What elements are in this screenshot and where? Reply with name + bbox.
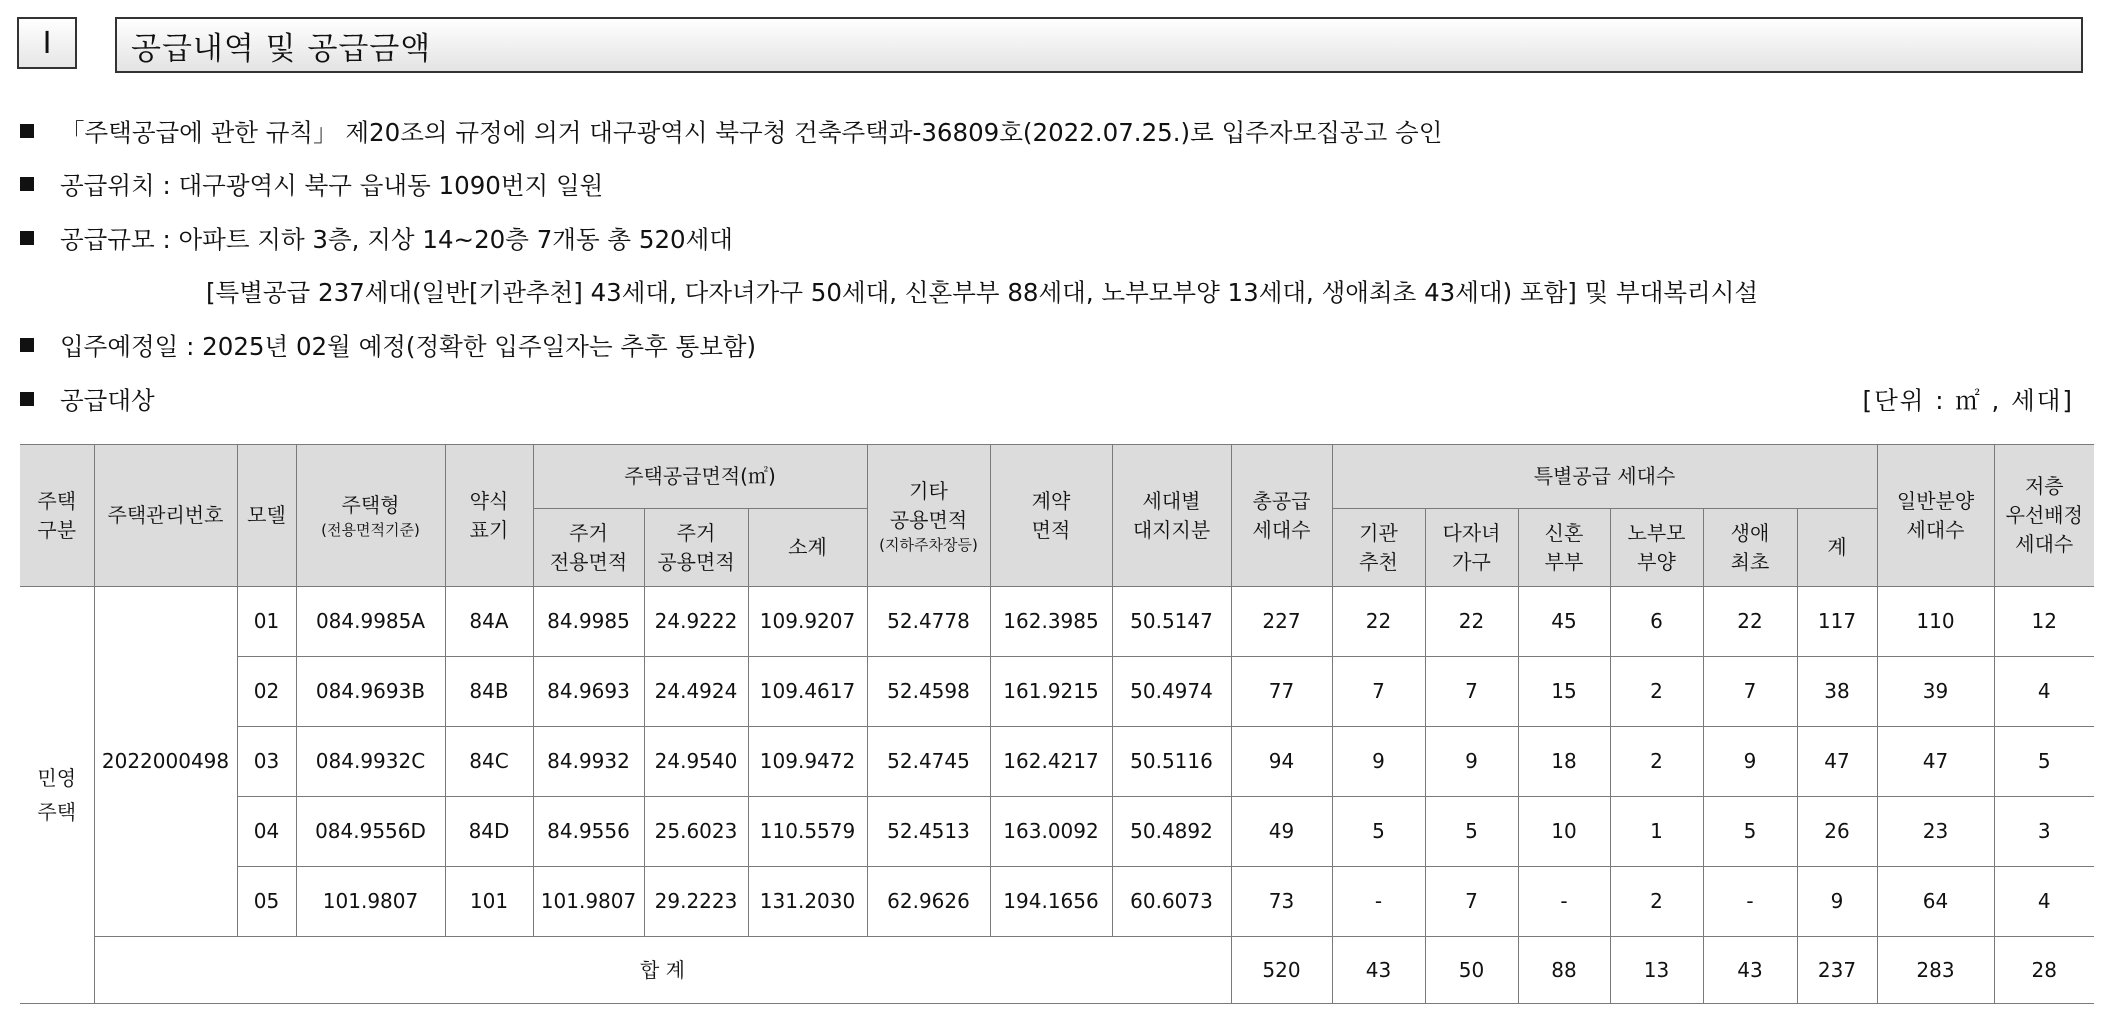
header-other-common-sub: (지하주차장등) xyxy=(879,535,978,554)
location-line xyxy=(18,167,603,201)
supply-table xyxy=(20,444,2094,1004)
table-cell: 7 xyxy=(1332,657,1425,727)
scale-line xyxy=(18,221,733,255)
table-cell: 7 xyxy=(1703,657,1797,727)
total-cell: 13 xyxy=(1610,937,1703,1004)
table-cell: 50.4974 xyxy=(1112,657,1231,727)
header-special-supply: 특별공급 세대수 xyxy=(1332,445,1877,509)
table-cell: 50.5147 xyxy=(1112,587,1231,657)
table-cell: 45 xyxy=(1518,587,1610,657)
header-low-floor: 저층 우선배정 세대수 xyxy=(1994,445,2094,587)
total-row xyxy=(20,937,2094,1004)
header-land-share: 세대별 대지지분 xyxy=(1112,445,1231,587)
table-cell: 84.9556 xyxy=(533,797,644,867)
table-cell: 2 xyxy=(1610,657,1703,727)
table-cell: 5 xyxy=(1332,797,1425,867)
table-cell: 162.3985 xyxy=(990,587,1112,657)
header-housing-size-label: 주택형 xyxy=(341,493,400,517)
table-cell: 84C xyxy=(445,727,533,797)
table-cell: 109.4617 xyxy=(748,657,867,727)
table-cell: 084.9556D xyxy=(296,797,445,867)
section-title: 공급내역 및 공급금액 xyxy=(115,17,2083,73)
table-cell: 1 xyxy=(1610,797,1703,867)
table-cell: 161.9215 xyxy=(990,657,1112,727)
table-cell: 110.5579 xyxy=(748,797,867,867)
housing-type-cell: 민영 주택 xyxy=(20,587,94,1004)
table-cell: 22 xyxy=(1703,587,1797,657)
table-cell: 84D xyxy=(445,797,533,867)
header-special-total: 계 xyxy=(1797,509,1877,587)
header-supply-area: 주택공급면적(㎡) xyxy=(533,445,867,509)
table-cell: 77 xyxy=(1231,657,1332,727)
table-row xyxy=(20,727,2094,797)
table-cell: 60.6073 xyxy=(1112,867,1231,937)
special-supply-line: [특별공급 237세대(일반[기관추천] 43세대, 다자녀가구 50세대, 신혼부부 88세대, 노부모부양 13세대, 생애최초 43세대) 포함] 및 부대복리시설 xyxy=(206,277,1759,307)
header-management-no: 주택관리번호 xyxy=(94,445,237,587)
table-cell: 101.9807 xyxy=(533,867,644,937)
header-parents: 노부모 부양 xyxy=(1610,509,1703,587)
header-model: 모델 xyxy=(237,445,296,587)
target-line xyxy=(18,382,155,416)
header-general: 일반분양 세대수 xyxy=(1877,445,1994,587)
table-cell: 194.1656 xyxy=(990,867,1112,937)
bullet-square-icon xyxy=(20,338,34,352)
table-cell: 101 xyxy=(445,867,533,937)
table-cell: 12 xyxy=(1994,587,2094,657)
table-row xyxy=(20,797,2094,867)
table-cell: 7 xyxy=(1425,657,1518,727)
total-label: 합 계 xyxy=(94,937,1231,1004)
table-cell: 84.9985 xyxy=(533,587,644,657)
table-cell: 29.2223 xyxy=(644,867,748,937)
table-cell: 84B xyxy=(445,657,533,727)
table-cell: 2 xyxy=(1610,727,1703,797)
table-cell: 4 xyxy=(1994,867,2094,937)
table-cell: 05 xyxy=(237,867,296,937)
scale-text: 공급규모 : 아파트 지하 3층, 지상 14~20층 7개동 총 520세대 xyxy=(60,224,733,254)
table-cell: 131.2030 xyxy=(748,867,867,937)
table-cell: 84A xyxy=(445,587,533,657)
table-cell: 24.9540 xyxy=(644,727,748,797)
table-cell: 5 xyxy=(1994,727,2094,797)
table-cell: 50.4892 xyxy=(1112,797,1231,867)
header-housing-size-sub: (전용면적기준) xyxy=(321,521,420,539)
table-cell: 2 xyxy=(1610,867,1703,937)
table-cell: 22 xyxy=(1332,587,1425,657)
header-first-time: 생애 최초 xyxy=(1703,509,1797,587)
table-cell: 6 xyxy=(1610,587,1703,657)
table-cell: 04 xyxy=(237,797,296,867)
table-cell: 38 xyxy=(1797,657,1877,727)
bullet-square-icon xyxy=(20,392,34,406)
table-cell: 9 xyxy=(1332,727,1425,797)
table-row xyxy=(20,867,2094,937)
table-cell: 23 xyxy=(1877,797,1994,867)
table-cell: 7 xyxy=(1425,867,1518,937)
table-cell: 94 xyxy=(1231,727,1332,797)
header-subtotal: 소계 xyxy=(748,509,867,587)
target-label: 공급대상 xyxy=(60,385,155,415)
table-cell: 52.4778 xyxy=(867,587,990,657)
table-row xyxy=(20,587,2094,657)
table-cell: 52.4598 xyxy=(867,657,990,727)
header-multi-child: 다자녀 가구 xyxy=(1425,509,1518,587)
bullet-square-icon xyxy=(20,124,34,138)
table-cell: 227 xyxy=(1231,587,1332,657)
bullet-square-icon xyxy=(20,231,34,245)
header-exclusive: 주거 전용면적 xyxy=(533,509,644,587)
table-cell: 84.9932 xyxy=(533,727,644,797)
header-housing-size xyxy=(296,445,445,587)
table-cell: 084.9693B xyxy=(296,657,445,727)
table-cell: 47 xyxy=(1797,727,1877,797)
table-cell: 3 xyxy=(1994,797,2094,867)
table-cell: 084.9932C xyxy=(296,727,445,797)
table-cell: - xyxy=(1332,867,1425,937)
table-cell: 110 xyxy=(1877,587,1994,657)
total-cell: 237 xyxy=(1797,937,1877,1004)
table-cell: 01 xyxy=(237,587,296,657)
table-cell: 5 xyxy=(1425,797,1518,867)
header-common: 주거 공용면적 xyxy=(644,509,748,587)
location-text: 공급위치 : 대구광역시 북구 읍내동 1090번지 일원 xyxy=(60,170,604,200)
table-cell: 03 xyxy=(237,727,296,797)
unit-label: [단위 : ㎡ , 세대] xyxy=(1862,385,2074,415)
table-cell: 101.9807 xyxy=(296,867,445,937)
header-other-common xyxy=(867,445,990,587)
table-cell: 26 xyxy=(1797,797,1877,867)
total-cell: 43 xyxy=(1703,937,1797,1004)
total-cell: 283 xyxy=(1877,937,1994,1004)
table-cell: 18 xyxy=(1518,727,1610,797)
header-institution: 기관 추천 xyxy=(1332,509,1425,587)
total-cell: 88 xyxy=(1518,937,1610,1004)
table-cell: - xyxy=(1518,867,1610,937)
table-cell: 62.9626 xyxy=(867,867,990,937)
table-cell: 109.9472 xyxy=(748,727,867,797)
move-in-text: 입주예정일 : 2025년 02월 예정(정확한 입주일자는 추후 통보함) xyxy=(60,331,757,361)
total-cell: 28 xyxy=(1994,937,2094,1004)
header-housing-type: 주택 구분 xyxy=(20,445,94,587)
table-cell: 15 xyxy=(1518,657,1610,727)
table-cell: 39 xyxy=(1877,657,1994,727)
table-cell: 9 xyxy=(1425,727,1518,797)
header-other-common-label: 기타 공용면적 xyxy=(889,478,968,532)
table-cell: 24.9222 xyxy=(644,587,748,657)
table-cell: 9 xyxy=(1797,867,1877,937)
table-cell: 50.5116 xyxy=(1112,727,1231,797)
management-number-cell: 2022000498 xyxy=(94,587,237,937)
table-cell: 109.9207 xyxy=(748,587,867,657)
header-short-code: 약식 표기 xyxy=(445,445,533,587)
bullet-square-icon xyxy=(20,177,34,191)
table-cell: 49 xyxy=(1231,797,1332,867)
total-cell: 520 xyxy=(1231,937,1332,1004)
total-cell: 43 xyxy=(1332,937,1425,1004)
header-contract-area: 계약 면적 xyxy=(990,445,1112,587)
table-cell: - xyxy=(1703,867,1797,937)
table-cell: 162.4217 xyxy=(990,727,1112,797)
total-cell: 50 xyxy=(1425,937,1518,1004)
approval-line xyxy=(18,114,1442,148)
table-cell: 02 xyxy=(237,657,296,727)
table-cell: 084.9985A xyxy=(296,587,445,657)
table-cell: 84.9693 xyxy=(533,657,644,727)
table-cell: 22 xyxy=(1425,587,1518,657)
section-number: I xyxy=(17,17,77,69)
table-cell: 4 xyxy=(1994,657,2094,727)
table-cell: 10 xyxy=(1518,797,1610,867)
move-in-line xyxy=(18,328,756,362)
table-cell: 52.4513 xyxy=(867,797,990,867)
table-cell: 9 xyxy=(1703,727,1797,797)
table-row xyxy=(20,657,2094,727)
table-cell: 24.4924 xyxy=(644,657,748,727)
table-cell: 64 xyxy=(1877,867,1994,937)
table-cell: 25.6023 xyxy=(644,797,748,867)
table-cell: 5 xyxy=(1703,797,1797,867)
table-cell: 47 xyxy=(1877,727,1994,797)
table-cell: 117 xyxy=(1797,587,1877,657)
table-cell: 52.4745 xyxy=(867,727,990,797)
table-cell: 73 xyxy=(1231,867,1332,937)
header-total-supply: 총공급 세대수 xyxy=(1231,445,1332,587)
table-cell: 163.0092 xyxy=(990,797,1112,867)
header-newlywed: 신혼 부부 xyxy=(1518,509,1610,587)
approval-text: 「주택공급에 관한 규칙」 제20조의 규정에 의거 대구광역시 북구청 건축주택과-36809호(2022.07.25.)로 입주자모집공고 승인 xyxy=(60,117,1443,147)
